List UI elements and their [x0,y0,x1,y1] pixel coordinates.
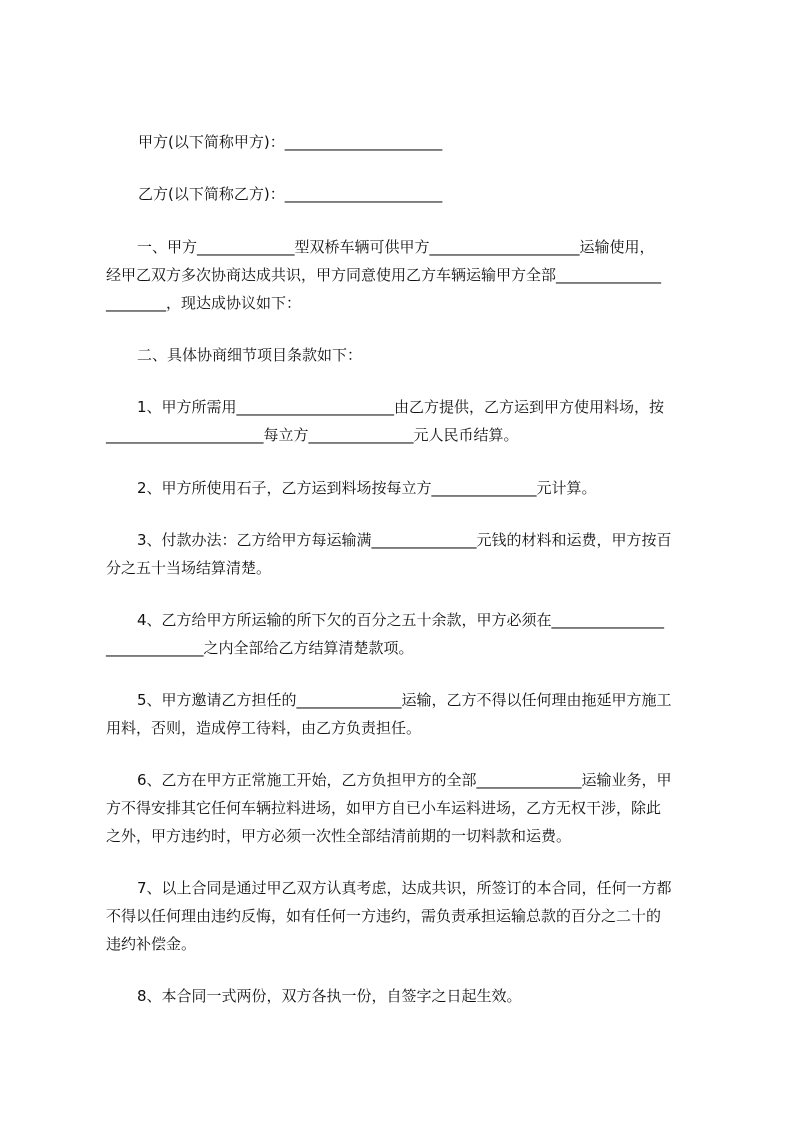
item-7-line-2: 不得以任何理由违约反悔，如有任何一方违约，需负责承担运输总款的百分之二十的 [106,907,662,925]
item-4-line-2: _____________之内全部给乙方结算清楚款项。 [106,639,414,657]
item-8-line-1: 8、本合同一式两份，双方各执一份，自签字之日起生效。 [137,987,522,1005]
item-1-line-2: _____________________每立方______________元人民币结算。 [106,426,519,444]
party-b-line: 乙方(以下简称乙方)：_____________________ [138,185,443,203]
item-2-line-1: 2、甲方所使用石子，乙方运到料场按每立方______________元计算。 [137,479,597,497]
item-4-line-1: 4、乙方给甲方所运输的所下欠的百分之五十余款，甲方必须在_______________ [137,611,665,629]
clause-1-line-2: 经甲乙双方多次协商达成共识，甲方同意使用乙方车辆运输甲方全部______________ [106,266,662,284]
item-5-line-2: 用料，否则，造成停工待料，由乙方负责担任。 [106,719,422,737]
clause-2-heading: 二、具体协商细节项目条款如下： [137,346,363,364]
item-1-line-1: 1、甲方所需用_____________________由乙方提供，乙方运到甲方使用料场，按 [137,398,665,416]
item-5-line-1: 5、甲方邀请乙方担任的______________运输，乙方不得以任何理由拖延甲方施工 [137,691,672,709]
item-6-line-3: 之外，甲方违约时，甲方必须一次性全部结清前期的一切料款和运费。 [106,827,572,845]
item-3-line-1: 3、付款办法：乙方给甲方每运输满______________元钱的材料和运费，甲方按百 [137,531,672,549]
item-3-line-2: 分之五十当场结算清楚。 [106,559,272,577]
item-7-line-3: 违约补偿金。 [106,935,197,953]
item-7-line-1: 7、以上合同是通过甲乙双方认真考虑，达成共识，所签订的本合同，任何一方都 [137,879,672,897]
clause-1-line-1: 一、甲方_____________型双桥车辆可供甲方____________________运输使用， [137,238,655,256]
clause-1-line-3: ________，现达成协议如下： [106,294,302,312]
party-a-line: 甲方(以下简称甲方)：_____________________ [138,133,443,151]
item-6-line-1: 6、乙方在甲方正常施工开始，乙方负担甲方的全部______________运输业务，甲 [137,771,672,789]
item-6-line-2: 方不得安排其它任何车辆拉料进场，如甲方自已小车运料进场，乙方无权干涉，除此 [106,799,662,817]
